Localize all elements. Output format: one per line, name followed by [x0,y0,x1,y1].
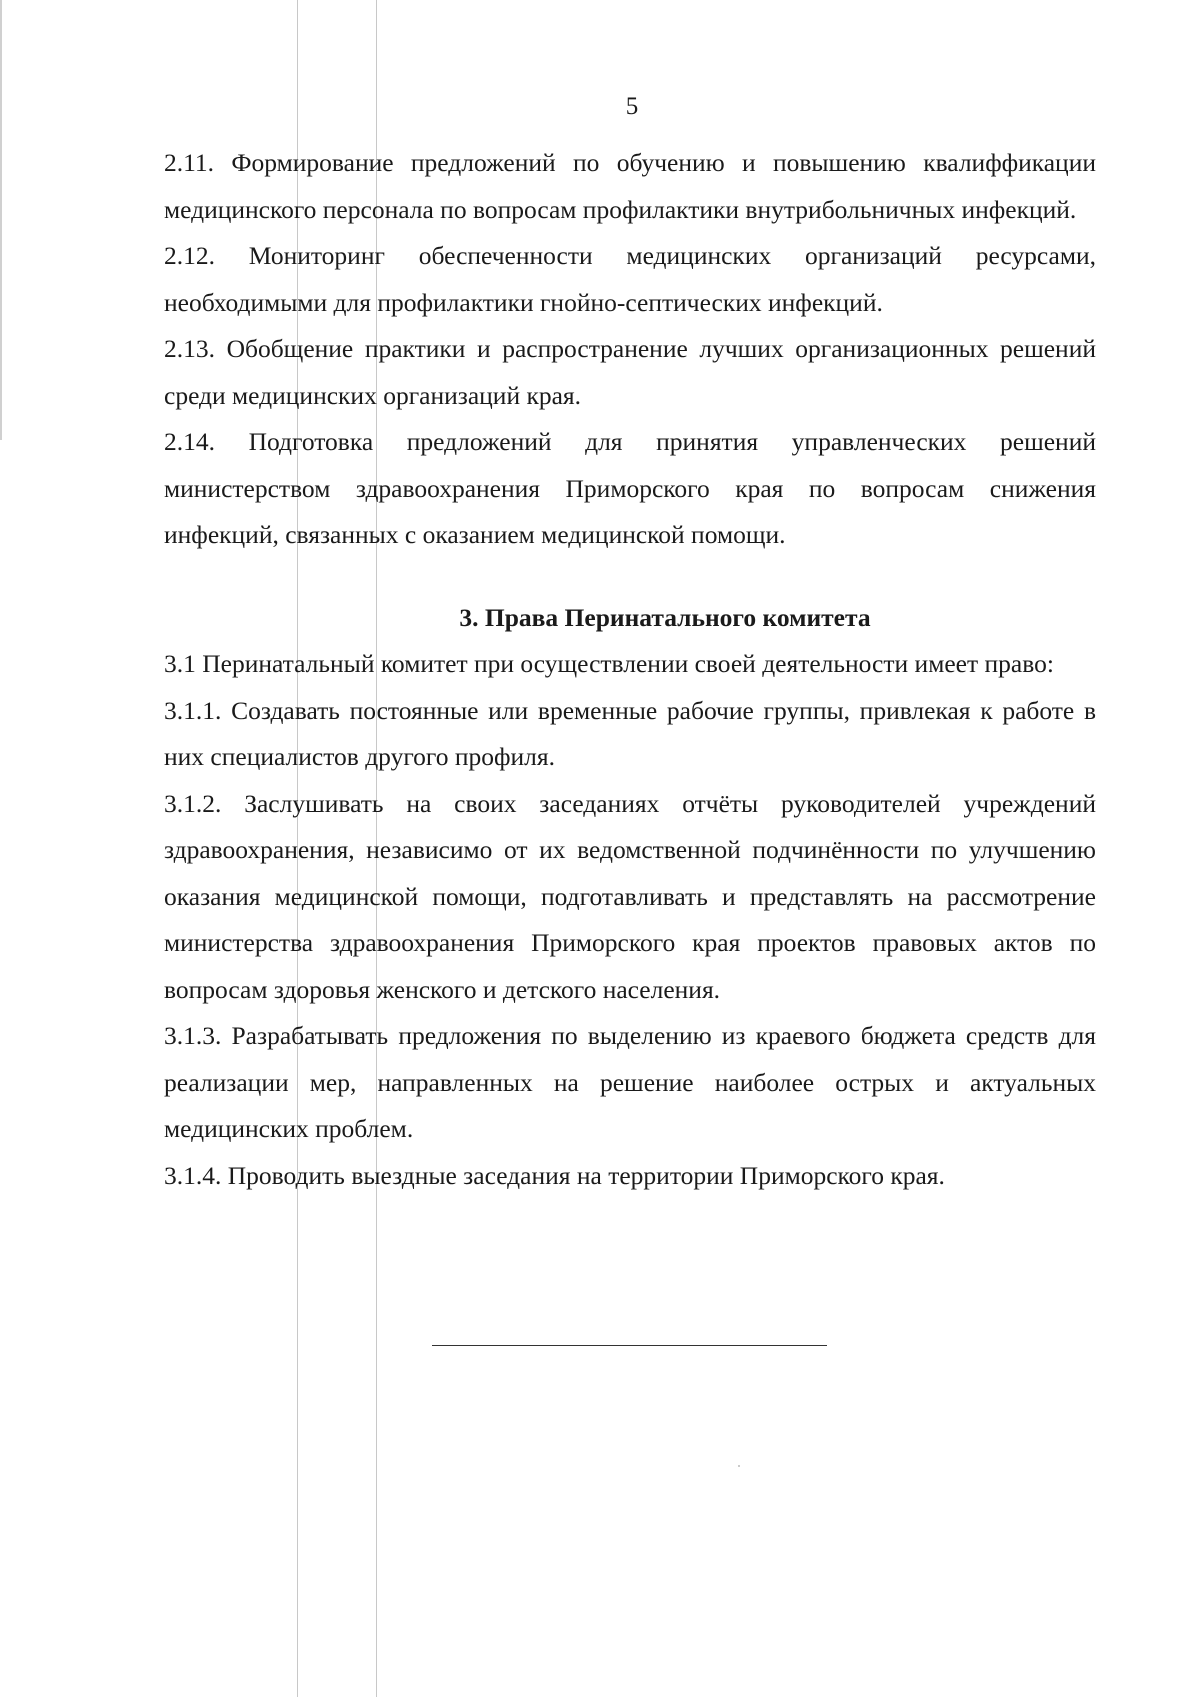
paragraph-2-13: 2.13. Обобщение практики и распространение лучших организационных решений среди медицинских организаций края. [164,334,1096,410]
paragraph-3-1-4: 3.1.4. Проводить выездные заседания на территории Приморского края. [164,1160,945,1190]
page-number: 5 [625,93,639,120]
paragraph-3-1-2: 3.1.2. Заслушивать на своих заседаниях отчёты руководителей учреждений здравоохранения, независимо от их ведомственной подчинённости по улучшению оказания медицинской помощи, подготавливать и представлять на рассмотрение министерства здравоохранения Приморского края проектов правовых актов по вопросам здоровья женского и детского населения. [164,788,1096,1004]
paragraph-3-1-1: 3.1.1. Создавать постоянные или временные рабочие группы, привлекая к работе в них специалистов другого профиля. [164,695,1096,771]
section-3-heading: 3. Права Перинатального комитета [459,602,871,632]
document-body [164,140,1096,1199]
paragraph-3-1: 3.1 Перинатальный комитет при осуществлении своей деятельности имеет право: [164,649,1054,678]
paragraph-2-12: 2.12. Мониторинг обеспеченности медицинских организаций ресурсами, необходимыми для профилактики гнойно-септических инфекций. [164,241,1096,317]
scan-edge-artifact [0,0,2,440]
end-of-document-rule [432,1345,827,1346]
scan-speck-artifact [738,1465,740,1467]
paragraph-2-11: 2.11. Формирование предложений по обучению и повышению квалиффикации медицинского персонала по вопросам профилактики внутрибольничных инфекций. [164,148,1096,224]
paragraph-2-14: 2.14. Подготовка предложений для принятия управленческих решений министерством здравоохранения Приморского края по вопросам снижения инфекций, связанных с оказанием медицинской помощи. [164,427,1096,549]
paragraph-3-1-3: 3.1.3. Разрабатывать предложения по выделению из краевого бюджета средств для реализации мер, направленных на решение наиболее острых и актуальных медицинских проблем. [164,1021,1096,1143]
